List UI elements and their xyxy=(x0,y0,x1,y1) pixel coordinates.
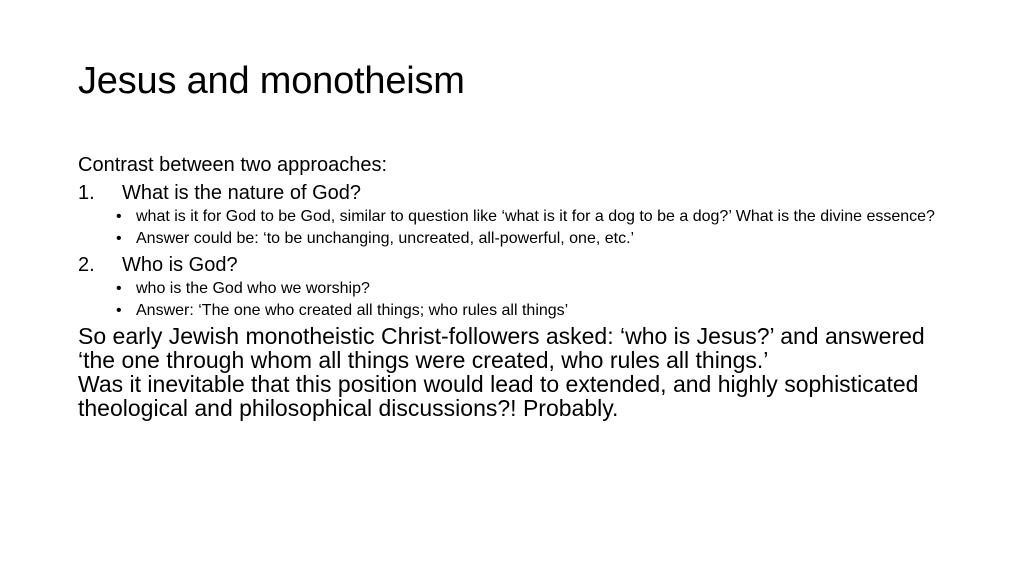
sub-item-text: who is the God who we worship? xyxy=(136,280,370,297)
item-number: 1. xyxy=(78,182,95,204)
numbered-item-1 xyxy=(78,180,968,206)
slide-body xyxy=(78,152,968,420)
sub-item xyxy=(116,208,968,226)
paragraph-conclusion: Was it inevitable that this position would lead to extended, and highly sophisticated theological and philosophical discussions?! Probably. xyxy=(78,371,919,421)
bullet-icon: • xyxy=(116,302,122,319)
item-text: Who is God? xyxy=(122,254,238,276)
sub-item xyxy=(116,280,968,298)
paragraph-jesus: So early Jewish monotheistic Christ-followers asked: ‘who is Jesus?’ and answered ‘the one through whom all things were created, who rules all things.’ xyxy=(78,323,925,373)
slide-title: Jesus and monotheism xyxy=(78,60,465,102)
sub-list-1 xyxy=(78,208,968,248)
sub-item xyxy=(116,302,968,320)
bullet-icon: • xyxy=(116,230,122,247)
sub-list-2 xyxy=(78,280,968,320)
sub-item-text: Answer: ‘The one who created all things; who rules all things’ xyxy=(136,302,569,319)
item-text: What is the nature of God? xyxy=(122,182,362,204)
sub-item-text: what is it for God to be God, similar to question like ‘what is it for a dog to be a dog?’ What is the divine essence? xyxy=(136,208,935,225)
bullet-icon: • xyxy=(116,280,122,297)
bullet-icon: • xyxy=(116,208,122,225)
intro-text: Contrast between two approaches: xyxy=(78,154,388,176)
sub-item-text: Answer could be: ‘to be unchanging, uncreated, all-powerful, one, etc.’ xyxy=(136,230,635,247)
sub-item xyxy=(116,230,968,248)
item-number: 2. xyxy=(78,254,95,276)
numbered-item-2 xyxy=(78,252,968,278)
